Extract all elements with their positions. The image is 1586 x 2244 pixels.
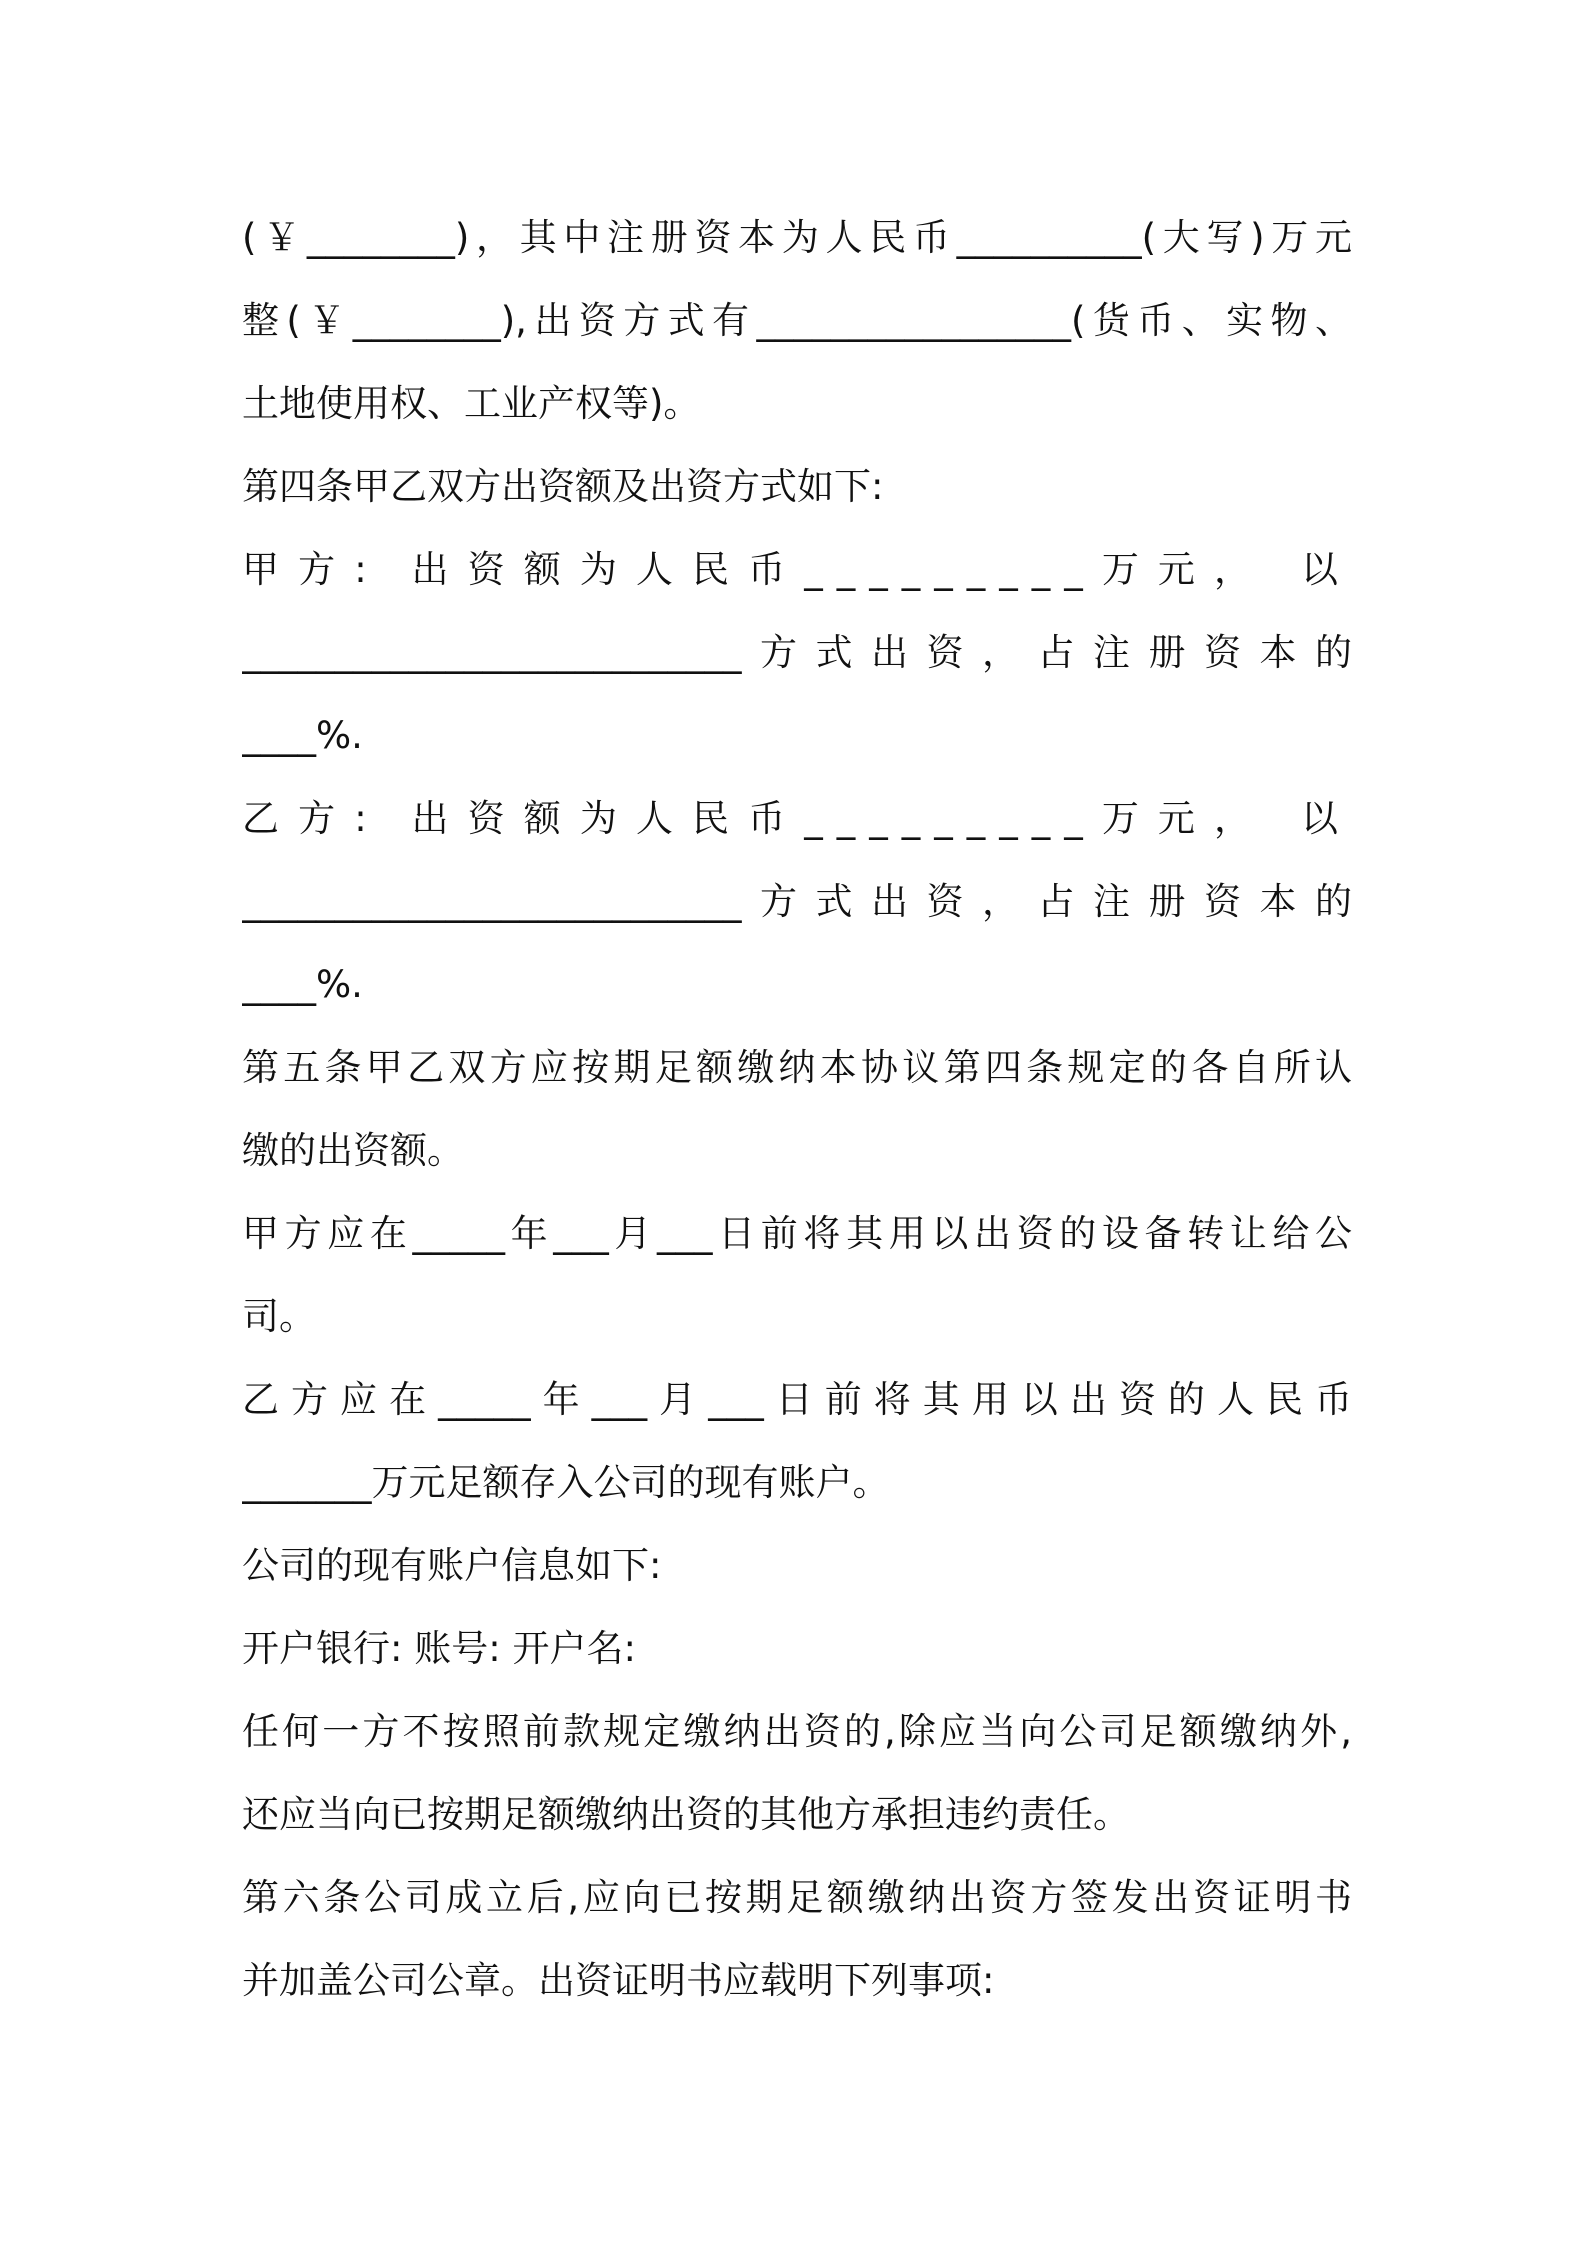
- party-a-contribution-line: 甲方: 出资额为人民币_________万元， 以: [242, 548, 1352, 591]
- party-b-method-line: ___________________________方式出资，占注册资本的: [242, 880, 1352, 923]
- party-a-deadline-line: 甲方应在_____年___月___日前将其用以出资的设备转让给公: [242, 1212, 1352, 1255]
- default-clause-line-1: 任何一方不按照前款规定缴纳出资的,除应当向公司足额缴纳外,: [242, 1710, 1352, 1753]
- party-a-percent-line: ____%.: [242, 714, 363, 757]
- account-info-heading: 公司的现有账户信息如下:: [242, 1544, 662, 1587]
- party-b-percent-line: ____%.: [242, 963, 363, 1006]
- party-b-deadline-line: 乙方应在_____年___月___日前将其用以出资的人民币: [242, 1378, 1352, 1421]
- article-4-heading: 第四条甲乙双方出资额及出资方式如下:: [242, 465, 884, 508]
- account-info-fields: 开户银行: 账号: 开户名:: [242, 1627, 636, 1670]
- article-6-line-2: 并加盖公司公章。出资证明书应载明下列事项:: [242, 1959, 995, 2002]
- party-a-method-line: ___________________________方式出资，占注册资本的: [242, 631, 1352, 674]
- text-line-2: 整(￥________),出资方式有_________________(货币、实物、: [242, 299, 1352, 342]
- party-b-deadline-line-2: _______万元足额存入公司的现有账户。: [242, 1461, 890, 1504]
- document-body: [242, 196, 1352, 2022]
- article-5-line-1: 第五条甲乙双方应按期足额缴纳本协议第四条规定的各自所认: [242, 1046, 1352, 1089]
- text-line-3: 土地使用权、工业产权等)。: [242, 382, 701, 425]
- party-b-contribution-line: 乙方: 出资额为人民币_________万元， 以: [242, 797, 1352, 840]
- article-5-line-2: 缴的出资额。: [242, 1129, 464, 1172]
- default-clause-line-2: 还应当向已按期足额缴纳出资的其他方承担违约责任。: [242, 1793, 1130, 1836]
- party-a-deadline-line-2: 司。: [242, 1295, 316, 1338]
- article-6-line-1: 第六条公司成立后,应向已按期足额缴纳出资方签发出资证明书: [242, 1876, 1352, 1919]
- text-line-1: (￥________)，其中注册资本为人民币__________(大写)万元: [242, 216, 1352, 259]
